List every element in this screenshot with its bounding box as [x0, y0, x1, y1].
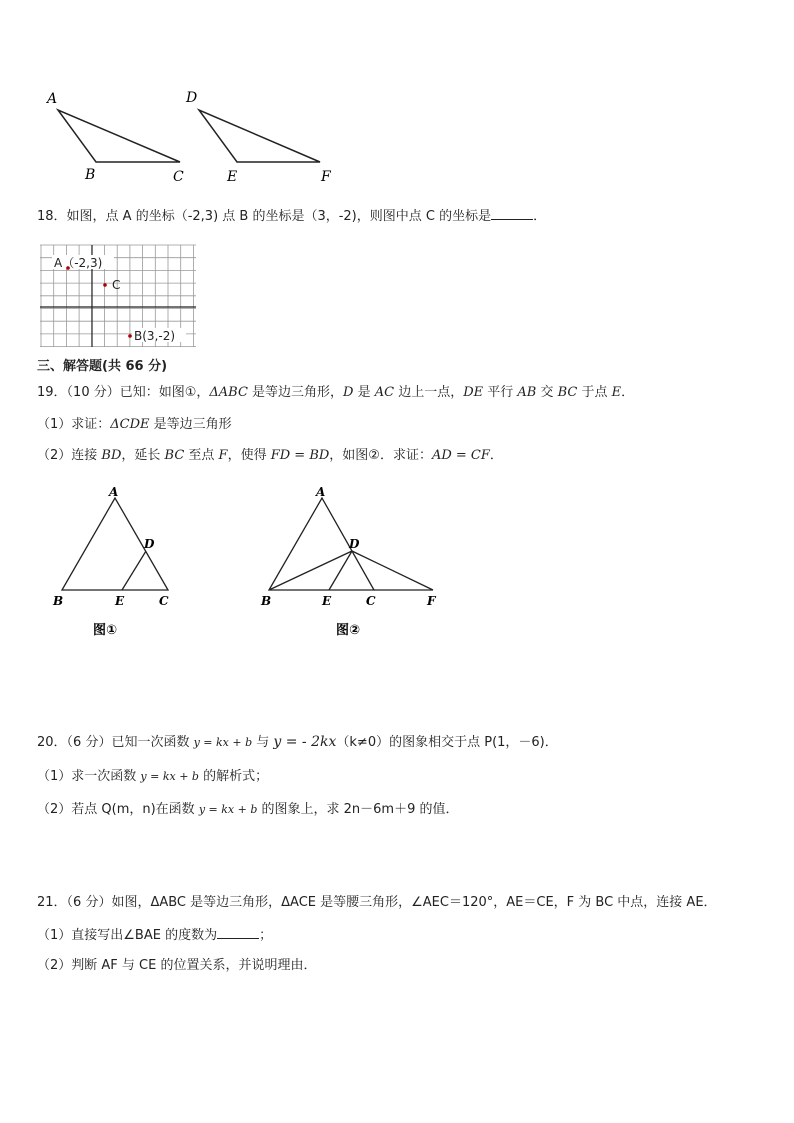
q21-answer-blank [217, 926, 259, 939]
q19-t10: AB [517, 385, 537, 400]
fig1-label-a: A [109, 485, 119, 499]
q19-t7: 边上一点， [394, 385, 464, 400]
fig2-label-c: C [366, 594, 376, 608]
fig1-caption: 图① [93, 623, 118, 638]
q19-t12: BC [557, 385, 578, 400]
q19-s2e: 至点 [184, 448, 219, 463]
q20-sub2 [37, 801, 459, 819]
q20-sub1 [37, 768, 268, 786]
q20-formula-1: y = kx + b [193, 736, 253, 749]
point-c [103, 283, 107, 287]
q19-t9: 平行 [483, 385, 518, 400]
label-c: C [173, 169, 184, 185]
q20-s1c: 的解析式； [198, 769, 269, 784]
q21-stem: 21．（6 分）如图，ΔABC 是等边三角形，ΔACE 是等腰三角形，∠AEC＝120°，AE＝CE，F 为 BC 中点，连接 AE． [37, 895, 717, 910]
q19-sub1 [37, 416, 232, 434]
q19-sub2 [37, 447, 503, 465]
q19-s2c: ，延长 [121, 448, 165, 463]
q21-sub1 [37, 926, 272, 945]
triangle-def [199, 110, 320, 162]
q19-t6: AC [374, 385, 395, 400]
q20-s1b: y = kx + b [140, 770, 199, 783]
q19-t5: 是 [353, 385, 375, 400]
fig2-label-f: F [427, 594, 436, 608]
q20-t1: 20．（6 分）已知一次函数 [37, 735, 194, 750]
fig2-label-d: D [349, 537, 360, 551]
q21-s1: （1）直接写出∠BAE 的度数为 [37, 928, 218, 943]
q20-stem [37, 733, 558, 752]
q21-sub2: （2）判断 AF 与 CE 的位置关系，并说明理由． [37, 958, 317, 973]
q19-s2g: ，使得 [227, 448, 271, 463]
q20-s1a: （1）求一次函数 [37, 769, 141, 784]
q19-t3: 是等边三角形， [247, 385, 344, 400]
label-a: A [47, 91, 58, 107]
label-e: E [227, 169, 238, 185]
point-b [128, 334, 132, 338]
q20-s2b: y = kx + b [198, 803, 258, 816]
fig2-caption: 图② [336, 623, 361, 638]
q19-figure-2 [255, 480, 455, 645]
fig2-label-e: E [322, 594, 332, 608]
fig1-label-b: B [53, 594, 64, 608]
q19-s2j: AD = CF [431, 448, 490, 463]
q18-answer-blank [491, 207, 533, 220]
q18-body: 18．如图，点 A 的坐标（-2,3) 点 B 的坐标是（3，-2)，则图中点 C 的坐标是 [37, 209, 492, 224]
q19-figure-1 [45, 480, 195, 645]
q20-s2c: 的图象上，求 2n－6m＋9 的值． [257, 802, 459, 817]
q21-s1-end: ； [259, 928, 273, 943]
fig1-label-c: C [159, 594, 169, 608]
q19-t2: ΔABC [209, 385, 248, 400]
fig2-label-a: A [316, 485, 326, 499]
triangle-abc [58, 110, 180, 162]
q19-s2a: （2）连接 [37, 448, 102, 463]
q19-s2k: ． [489, 448, 503, 463]
q20-s2a: （2）若点 Q(m，n)在函数 [37, 802, 199, 817]
point-c-label: C [112, 278, 121, 292]
fig1-label-d: D [144, 537, 155, 551]
q20-t2: 与 [252, 735, 274, 750]
q18-text [37, 207, 546, 226]
label-d: D [186, 90, 198, 106]
q19-stem [37, 384, 634, 402]
q20-t3: （k≠0）的图象相交于点 P(1，－6)． [336, 735, 558, 750]
fig1-label-e: E [115, 594, 125, 608]
label-f: F [321, 169, 331, 185]
q19-t4: D [343, 385, 354, 400]
q19-s2i: ，如图②．求证： [329, 448, 432, 463]
fig2-label-b: B [261, 594, 272, 608]
q19-s2b: BD [101, 448, 122, 463]
q19-t15: ． [621, 385, 635, 400]
point-b-label: B(3,-2) [134, 329, 176, 343]
q19-s1c: 是等边三角形 [149, 417, 232, 432]
q19-t13: 于点 [577, 385, 612, 400]
q19-s1a: （1）求证： [37, 417, 111, 432]
coordinate-grid [38, 243, 198, 349]
q19-t11: 交 [536, 385, 558, 400]
q19-s2h: FD = BD [270, 448, 330, 463]
label-b: B [85, 167, 96, 183]
q19-t14: E [611, 385, 622, 400]
q20-formula-2: y = - 2kx [273, 734, 337, 750]
q19-s2f: F [218, 448, 228, 463]
point-a-label: A（-2,3) [54, 256, 103, 270]
q19-s1b: ΔCDE [110, 417, 150, 432]
q19-t8: DE [463, 385, 484, 400]
section-title: 三、解答题(共 66 分) [37, 359, 168, 374]
q19-s2d: BC [164, 448, 185, 463]
q18-end: ． [533, 209, 547, 224]
triangles-figure [40, 85, 340, 185]
q19-t1: 19．（10 分）已知：如图①， [37, 385, 210, 400]
